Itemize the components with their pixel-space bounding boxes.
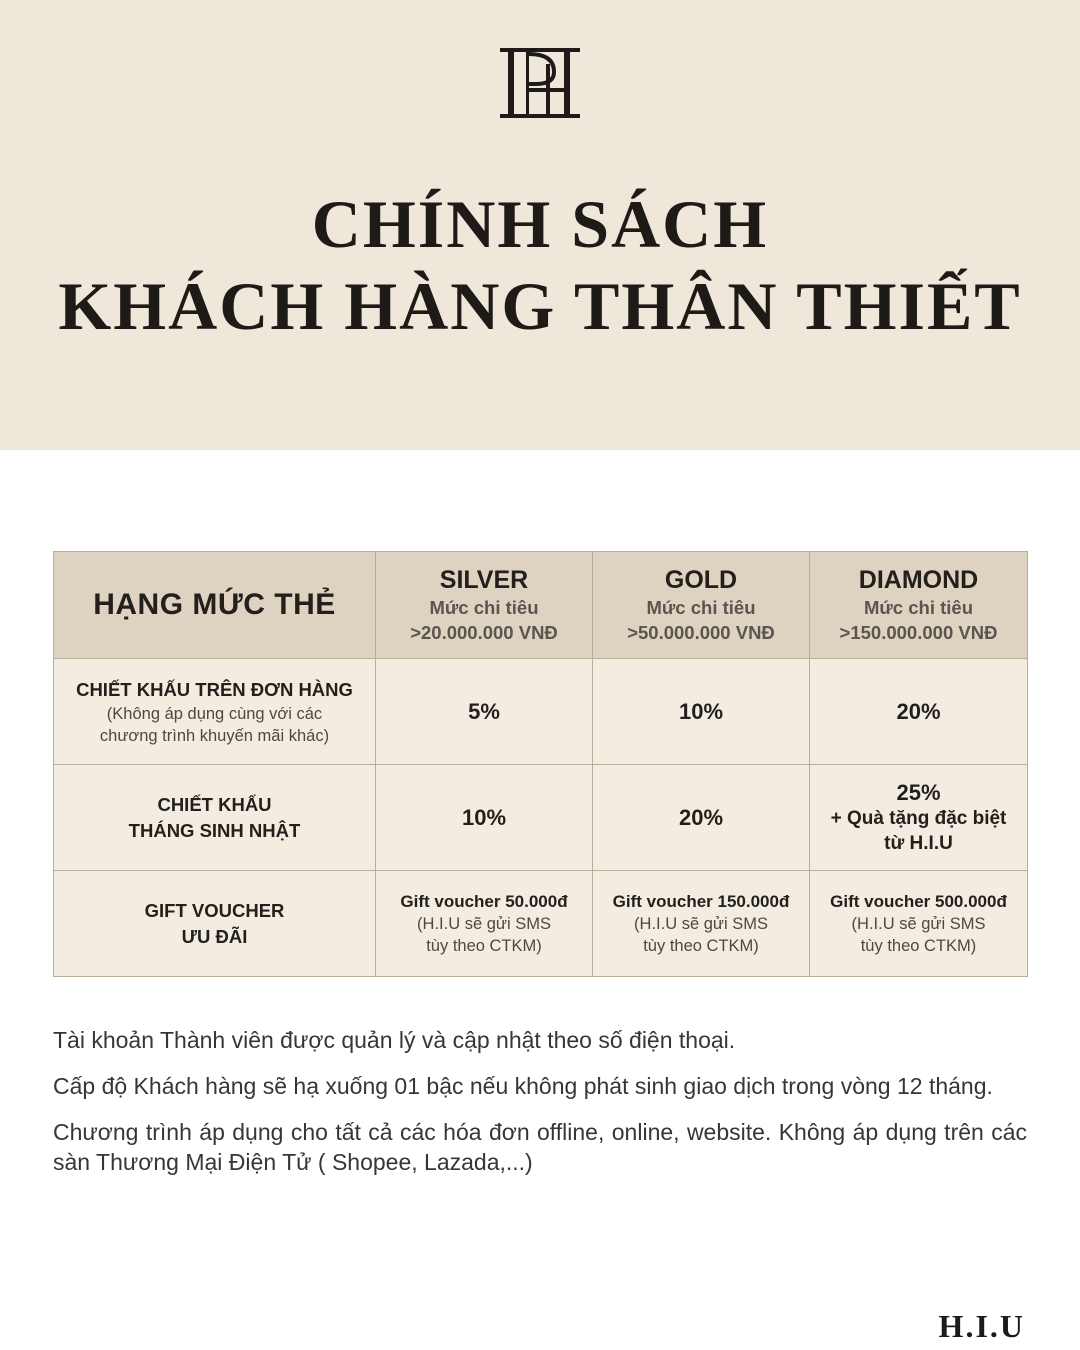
page-title-line1: CHÍNH SÁCH — [311, 186, 769, 262]
value-cell — [376, 659, 593, 765]
header-cell-gold — [593, 552, 810, 659]
value-cell — [810, 659, 1028, 765]
header-banner — [0, 0, 1080, 450]
voucher-note: (H.I.U sẽ gửi SMS — [417, 914, 551, 933]
tier-threshold: >50.000.000 VNĐ — [627, 621, 775, 643]
value-cell — [593, 659, 810, 765]
discount-value: 10% — [678, 698, 724, 724]
voucher-note: (H.I.U sẽ gửi SMS — [634, 914, 768, 933]
tier-name: SILVER — [439, 565, 529, 594]
voucher-note: tùy theo CTKM) — [860, 936, 977, 955]
value-cell — [376, 871, 593, 977]
row-label: THÁNG SINH NHẬT — [128, 819, 301, 841]
tier-name: GOLD — [664, 565, 738, 594]
voucher-value: Gift voucher 50.000đ — [400, 891, 568, 911]
brand-wordmark: H.I.U — [938, 1308, 1025, 1344]
header-cell-silver — [376, 552, 593, 659]
value-cell — [593, 765, 810, 871]
note-paragraph: Tài khoản Thành viên được quản lý và cập nhật theo số điện thoại. — [53, 1027, 736, 1053]
value-cell — [593, 871, 810, 977]
discount-value: 20% — [678, 804, 724, 830]
voucher-note: (H.I.U sẽ gửi SMS — [851, 914, 986, 933]
voucher-note: tùy theo CTKM) — [643, 936, 759, 955]
membership-table — [53, 551, 1028, 977]
gift-extra: từ H.I.U — [884, 832, 953, 854]
discount-value: 20% — [896, 698, 941, 724]
tier-desc: Mức chi tiêu — [864, 596, 973, 618]
voucher-note: tùy theo CTKM) — [426, 936, 542, 955]
row-label: GIFT VOUCHER — [144, 899, 285, 921]
gift-extra: + Quà tặng đặc biệt — [830, 807, 1007, 829]
table-row-birthday-discount — [54, 765, 1028, 871]
row-note: (Không áp dụng cùng với các — [106, 704, 323, 723]
row-label-cell — [54, 765, 376, 871]
header-cell-category — [54, 552, 376, 659]
row-label: ƯU ĐÃI — [181, 925, 248, 947]
header-category-label: HẠNG MỨC THẺ — [93, 588, 336, 621]
row-label-cell — [54, 659, 376, 765]
discount-value: 5% — [468, 698, 500, 724]
note-paragraph: Cấp độ Khách hàng sẽ hạ xuống 01 bậc nếu không phát sinh giao dịch trong vòng 12 tháng. — [53, 1073, 993, 1099]
row-note: chương trình khuyến mãi khác) — [99, 726, 330, 745]
tier-name: DIAMOND — [858, 565, 979, 594]
discount-value: 10% — [461, 804, 507, 830]
table-header-row — [54, 552, 1028, 659]
value-cell — [810, 765, 1028, 871]
table-row-gift-voucher — [54, 871, 1028, 977]
tier-threshold: >20.000.000 VNĐ — [410, 621, 558, 643]
row-label: CHIẾT KHẤU — [157, 793, 272, 815]
row-label-cell — [54, 871, 376, 977]
tier-desc: Mức chi tiêu — [429, 596, 539, 618]
note-paragraph: Chương trình áp dụng cho tất cả các hóa đơn offline, online, website. Không áp dụng trên các sàn Thương Mại Điện Tử ( Shopee, Lazada,...) — [53, 1119, 1027, 1175]
row-label: CHIẾT KHẤU TRÊN ĐƠN HÀNG — [76, 678, 353, 700]
value-cell — [810, 871, 1028, 977]
voucher-value: Gift voucher 150.000đ — [612, 891, 790, 911]
table-row-order-discount — [54, 659, 1028, 765]
page-title-line2: KHÁCH HÀNG THÂN THIẾT — [58, 268, 1022, 344]
voucher-value: Gift voucher 500.000đ — [830, 891, 1007, 911]
tier-threshold: >150.000.000 VNĐ — [839, 621, 998, 643]
hiu-monogram-icon — [496, 42, 584, 122]
policy-notes — [53, 1025, 1027, 1193]
discount-value: 25% — [896, 779, 941, 805]
header-cell-diamond — [810, 552, 1028, 659]
tier-desc: Mức chi tiêu — [646, 596, 756, 618]
value-cell — [376, 765, 593, 871]
